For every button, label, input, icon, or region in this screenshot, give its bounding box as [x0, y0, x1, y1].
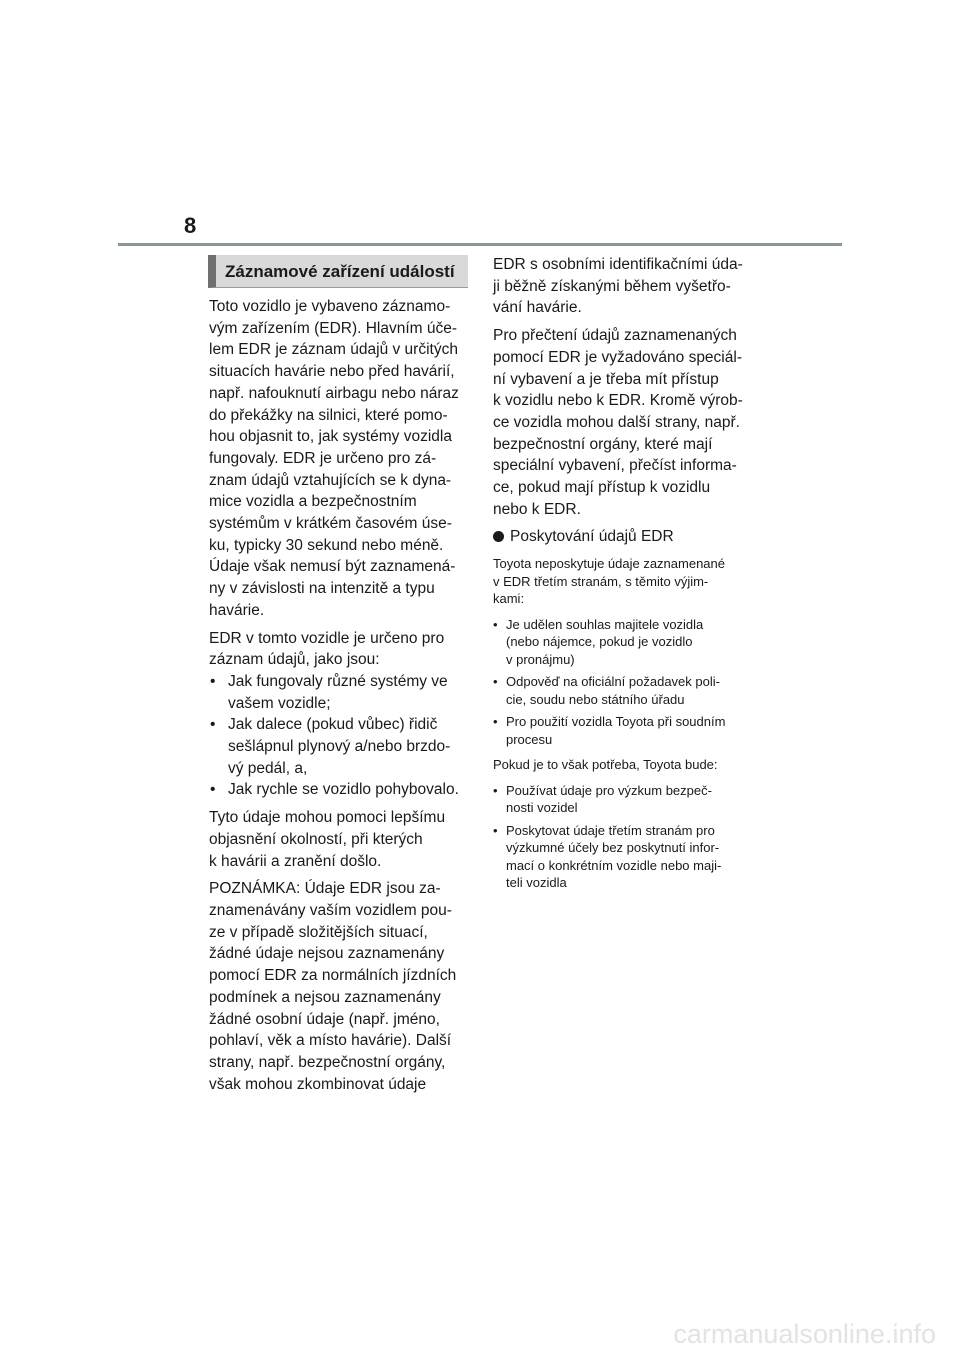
text-line: • Používat údaje pro výzkum bezpeč- [506, 782, 712, 798]
text-line: systémům v krátkém časovém úse- [209, 515, 452, 533]
text-line: cie, soudu nebo státního úřadu [506, 691, 685, 707]
right-small-paragraph-2 [493, 756, 755, 774]
text-line: do překážky na silnici, které pomo- [209, 406, 448, 424]
text-line: Toyota neposkytuje údaje zaznamenané [493, 556, 725, 572]
text-line: žádné osobní údaje (např. jméno, [209, 1010, 440, 1028]
text-line: situacích havárie nebo před havárií, [209, 363, 455, 381]
header-rule [118, 243, 842, 246]
text-line: • Jak fungovaly různé systémy ve [228, 672, 448, 690]
text-line: Údaje však nemusí být zaznamená- [209, 558, 456, 576]
text-line: ce, pokud mají přístup k vozidlu [493, 479, 711, 497]
text-line: Pro přečtení údajů zaznamenaných [493, 327, 737, 345]
text-line: sešlápnul plynový a/nebo brzdo- [228, 738, 451, 756]
list-item [493, 713, 755, 748]
left-bullet-list [209, 671, 471, 801]
filled-circle-icon [493, 531, 504, 542]
list-item [493, 822, 755, 892]
right-paragraph-2 [493, 325, 755, 520]
list-item [209, 779, 471, 801]
left-paragraph-3 [209, 807, 471, 872]
right-column [493, 254, 755, 900]
text-line: vání havárie. [493, 299, 582, 317]
text-line: ce vozidla mohou další strany, např. [493, 413, 740, 431]
text-line: nosti vozidel [506, 800, 578, 816]
text-line: v pronájmu) [506, 651, 575, 667]
text-line: pohlaví, věk a místo havárie). Další [209, 1032, 452, 1050]
text-line: znam údajů vztahujících se k dyna- [209, 471, 452, 489]
text-line: lem EDR je záznam údajů v určitých [209, 341, 458, 359]
list-item [493, 616, 755, 669]
list-item [493, 782, 755, 817]
left-paragraph-1 [209, 296, 471, 622]
text-line: procesu [506, 731, 553, 747]
right-paragraph-1 [493, 254, 755, 319]
right-small-paragraph-1 [493, 555, 755, 608]
right-small-bullet-list-2 [493, 782, 755, 892]
text-line: • Jak rychle se vozidlo pohybovalo. [228, 781, 459, 799]
text-line: nebo k EDR. [493, 500, 581, 518]
text-line: POZNÁMKA: Údaje EDR jsou za- [209, 880, 441, 898]
text-line: ji běžně získanými během vyšetřo- [493, 277, 731, 295]
text-line: pomocí EDR za normálních jízdních [209, 967, 457, 985]
text-line: (nebo nájemce, pokud je vozidlo [506, 634, 693, 650]
text-line: speciální vybavení, přečíst informa- [493, 457, 737, 475]
text-line: mice vozidla a bezpečnostním [209, 493, 417, 511]
text-line: fungovaly. EDR je určeno pro zá- [209, 449, 437, 467]
text-line: k havárii a zranění došlo. [209, 852, 382, 870]
text-line: v EDR třetím stranám, s těmito výjim- [493, 573, 709, 589]
text-line: vašem vozidle; [228, 694, 331, 712]
list-item [493, 673, 755, 708]
text-line: • Pro použití vozidla Toyota při soudním [506, 714, 726, 730]
text-line: • Odpověď na oficiální požadavek poli- [506, 674, 720, 690]
text-line: ní vybavení a je třeba mít přístup [493, 370, 719, 388]
text-line: • Poskytovat údaje třetím stranám pro [506, 822, 715, 838]
text-line: EDR s osobními identifikačními úda- [493, 256, 743, 273]
list-item [209, 714, 471, 779]
text-line: Tyto údaje mohou pomoci lepšímu [209, 809, 446, 827]
text-line: k vozidlu nebo k EDR. Kromě výrob- [493, 392, 743, 410]
text-line: teli vozidla [506, 875, 567, 891]
text-line: však mohou zkombinovat údaje [209, 1075, 427, 1093]
text-line: např. nafouknutí airbagu nebo náraz [209, 384, 459, 402]
text-line: strany, např. bezpečnostní orgány, [209, 1053, 446, 1071]
subsection-heading-text: Poskytování údajů EDR [510, 528, 674, 546]
text-line: pomocí EDR je vyžadováno speciál- [493, 348, 742, 366]
text-line: EDR v tomto vozidle je určeno pro [209, 629, 445, 647]
right-small-bullet-list-1 [493, 616, 755, 749]
text-line: ny v závislosti na intenzitě a typu [209, 580, 435, 598]
section-title: Záznamové zařízení událostí [208, 255, 468, 288]
text-line: • Je udělen souhlas majitele vozidla [506, 616, 704, 632]
left-column [209, 296, 471, 1101]
text-line: ku, typicky 30 sekund nebo méně. [209, 536, 444, 554]
text-line: vým zařízením (EDR). Hlavním úče- [209, 319, 458, 337]
watermark: carmanualsonline.info [673, 1319, 936, 1349]
left-paragraph-4 [209, 878, 471, 1095]
text-line: kami: [493, 591, 525, 607]
text-line: • Jak dalece (pokud vůbec) řidič [228, 716, 438, 734]
text-line: Toto vozidlo je vybaveno záznamo- [209, 298, 451, 315]
text-line: mací o konkrétním vozidle nebo maji- [506, 857, 722, 873]
text-line: žádné údaje nejsou zaznamenány [209, 945, 445, 963]
text-line: Pokud je to však potřeba, Toyota bude: [493, 757, 718, 773]
text-line: havárie. [209, 601, 265, 619]
text-line: bezpečnostní orgány, které mají [493, 435, 713, 453]
text-line: záznam údajů, jako jsou: [209, 651, 380, 669]
left-paragraph-2 [209, 628, 471, 671]
subsection-heading [493, 526, 755, 548]
text-line: znamenávány vaším vozidlem pou- [209, 901, 452, 919]
text-line: vý pedál, a, [228, 759, 308, 777]
list-item [209, 671, 471, 714]
text-line: hou objasnit to, jak systémy vozidla [209, 428, 452, 446]
text-line: výzkumné účely bez poskytnutí infor- [506, 840, 720, 856]
text-line: podmínek a nejsou zaznamenány [209, 988, 441, 1006]
text-line: ze v případě složitějších situací, [209, 923, 428, 941]
text-line: objasnění okolností, při kterých [209, 830, 423, 848]
page-number: 8 [184, 213, 197, 238]
